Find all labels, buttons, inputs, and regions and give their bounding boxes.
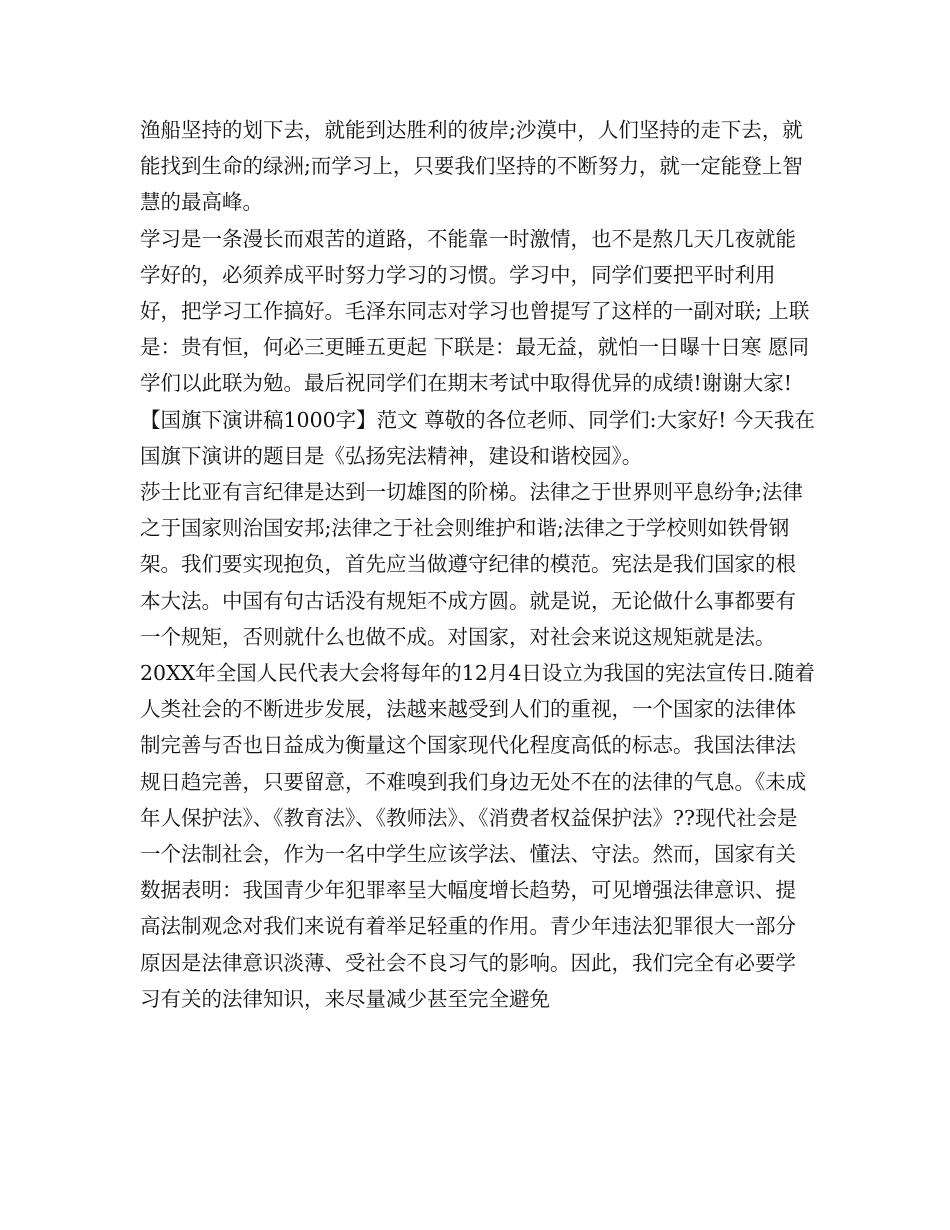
document-body bbox=[140, 112, 816, 1017]
paragraph-discipline-law: 莎士比亚有言纪律是达到一切雄图的阶梯。法律之于世界则平息纷争;法律之于国家则治国安邦;法律之于社会则维护和谐;法律之于学校则如铁骨钢架。我们要实现抱负，首先应当做遵守纪律的模范。宪法是我们国家的根本大法。中国有句古话没有规矩不成方圆。就是说，无论做什么事都要有一个规矩，否则就什么也做不成。对国家，对社会来说这规矩就是法。 bbox=[140, 480, 803, 649]
paragraph-perseverance: 渔船坚持的划下去，就能到达胜利的彼岸;沙漠中，人们坚持的走下去，就能找到生命的绿洲;而学习上，只要我们坚持的不断努力，就一定能登上智慧的最高峰。 bbox=[140, 118, 803, 215]
paragraph-constitution-day: 20XX年全国人民代表大会将每年的12月4日设立为我国的宪法宣传日.随着人类社会的不断进步发展，法越来越受到人们的重视，一个国家的法律体制完善与否也日益成为衡量这个国家现代化程度高低的标志。我国法律法规日趋完善，只要留意，不难嗅到我们身边无处不在的法律的气息。《未成年人保护法》、《教育法》、《教师法》、《消费者权益保护法》??现代社会是一个法制社会，作为一名中学生应该学法、懂法、守法。然而，国家有关数据表明：我国青少年犯罪率呈大幅度增长趋势，可见增强法律意识、提高法制观念对我们来说有着举足轻重的作用。青少年违法犯罪很大一部分原因是法律意识淡薄、受社会不良习气的影响。因此，我们完全有必要学习有关的法律知识，来尽量减少甚至完全避免 bbox=[140, 661, 815, 1011]
paragraph-study-habits: 学习是一条漫长而艰苦的道路，不能靠一时激情，也不是熬几天几夜就能学好的，必须养成平时努力学习的习惯。学习中，同学们要把平时利用好，把学习工作搞好。毛泽东同志对学习也曾提写了这样的一副对联; 上联是：贵有恒，何必三更睡五更起 下联是：最无益，就怕一日曝十日寒 愿同学们以此联为勉。最后祝同学们在期末考试中取得优异的成绩!谢谢大家! 【国旗下演讲稿1000字】范文 尊敬的各位老师、同学们:大家好! 今天我在国旗下演讲的题目是《弘扬宪法精神，建设和谐校园》。 bbox=[140, 226, 815, 468]
